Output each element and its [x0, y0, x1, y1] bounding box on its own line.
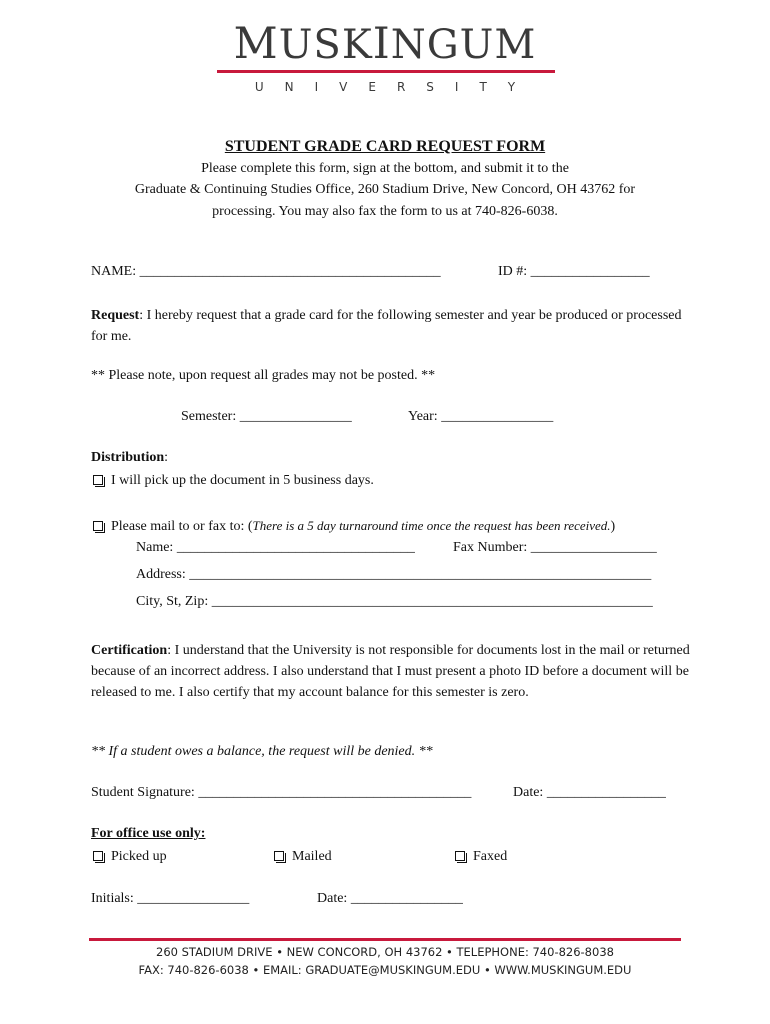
request-paragraph	[91, 305, 691, 347]
mail-name-field[interactable]: Name: __________________________________	[136, 540, 415, 555]
logo-divider	[217, 70, 555, 73]
footer-address: 260 STADIUM DRIVE • NEW CONCORD, OH 43762 • TELEPHONE: 740-826-8038	[156, 945, 614, 959]
id-field[interactable]: ID #: _________________	[498, 264, 650, 279]
request-label: Request	[91, 308, 140, 323]
office-use-heading: For office use only:	[91, 826, 206, 841]
mailed-checkbox-icon[interactable]	[274, 851, 284, 861]
faxed-checkbox-icon[interactable]	[455, 851, 465, 861]
logo-letter: M	[233, 19, 279, 69]
faxed-label: Faxed	[473, 849, 508, 864]
name-field[interactable]: NAME: ___________________________________________	[91, 264, 441, 279]
fax-number-field[interactable]: Fax Number: __________________	[453, 540, 657, 555]
picked-up-label: Picked up	[111, 849, 167, 864]
year-field[interactable]: Year: ________________	[408, 409, 554, 424]
distribution-heading	[91, 450, 168, 466]
city-state-zip-field[interactable]: City, St, Zip: _______________________________________________________________	[136, 594, 653, 609]
mailed-label: Mailed	[292, 849, 332, 864]
form-title: STUDENT GRADE CARD REQUEST FORM	[224, 138, 546, 155]
pickup-checkbox-icon[interactable]	[93, 475, 103, 485]
mail-checkbox-icon[interactable]	[93, 521, 103, 531]
office-date-field[interactable]: Date: ________________	[317, 891, 463, 906]
mail-option-close: )	[610, 519, 616, 534]
logo-letters: NGUM	[390, 22, 537, 68]
grades-note: ** Please note, upon request all grades may not be posted. **	[91, 368, 436, 383]
office-faxed[interactable]	[455, 849, 507, 865]
distribution-colon: :	[164, 450, 169, 465]
mail-option[interactable]	[93, 518, 615, 535]
certification-paragraph	[91, 640, 691, 703]
logo-letter: I	[372, 19, 391, 69]
distribution-label: Distribution	[91, 450, 165, 465]
intro-line-3: processing. You may also fax the form to us at 740-826-6038.	[212, 204, 558, 219]
certification-text: : I understand that the University is not responsible for documents lost in the mail or returned because of an incorrect address. I also understand that I must present a photo ID before a document will be released to me. I also certify that my account balance for this semester is zero.	[91, 643, 690, 700]
mail-option-note: There is a 5 day turnaround time once the request has been received.	[252, 518, 611, 533]
picked-up-checkbox-icon[interactable]	[93, 851, 103, 861]
semester-field[interactable]: Semester: ________________	[181, 409, 352, 424]
office-picked-up[interactable]	[93, 849, 167, 865]
footer-contact: FAX: 740-826-6038 • EMAIL: GRADUATE@MUSKINGUM.EDU • WWW.MUSKINGUM.EDU	[138, 963, 632, 977]
signature-field[interactable]: Student Signature: _______________________________________	[91, 785, 472, 800]
logo-letters: USK	[278, 22, 373, 68]
intro-line-2: Graduate & Continuing Studies Office, 260 Stadium Drive, New Concord, OH 43762 for	[134, 182, 636, 197]
certification-label: Certification	[91, 643, 168, 658]
request-text: : I hereby request that a grade card for the following semester and year be produced or processed for me.	[91, 308, 682, 344]
logo-subtitle: UNIVERSITY	[254, 80, 537, 94]
university-logo	[0, 19, 770, 69]
signature-date-field[interactable]: Date: _________________	[513, 785, 666, 800]
office-mailed[interactable]	[274, 849, 332, 865]
intro-line-1: Please complete this form, sign at the bottom, and submit it to the	[201, 161, 569, 176]
pickup-option[interactable]	[93, 473, 374, 489]
pickup-option-label: I will pick up the document in 5 business days.	[111, 473, 374, 488]
footer-divider	[89, 938, 681, 941]
initials-field[interactable]: Initials: ________________	[91, 891, 250, 906]
balance-note: ** If a student owes a balance, the request will be denied. **	[91, 744, 433, 759]
address-field[interactable]: Address: __________________________________________________________________	[136, 567, 652, 582]
mail-option-label: Please mail to or fax to: (	[111, 519, 253, 534]
